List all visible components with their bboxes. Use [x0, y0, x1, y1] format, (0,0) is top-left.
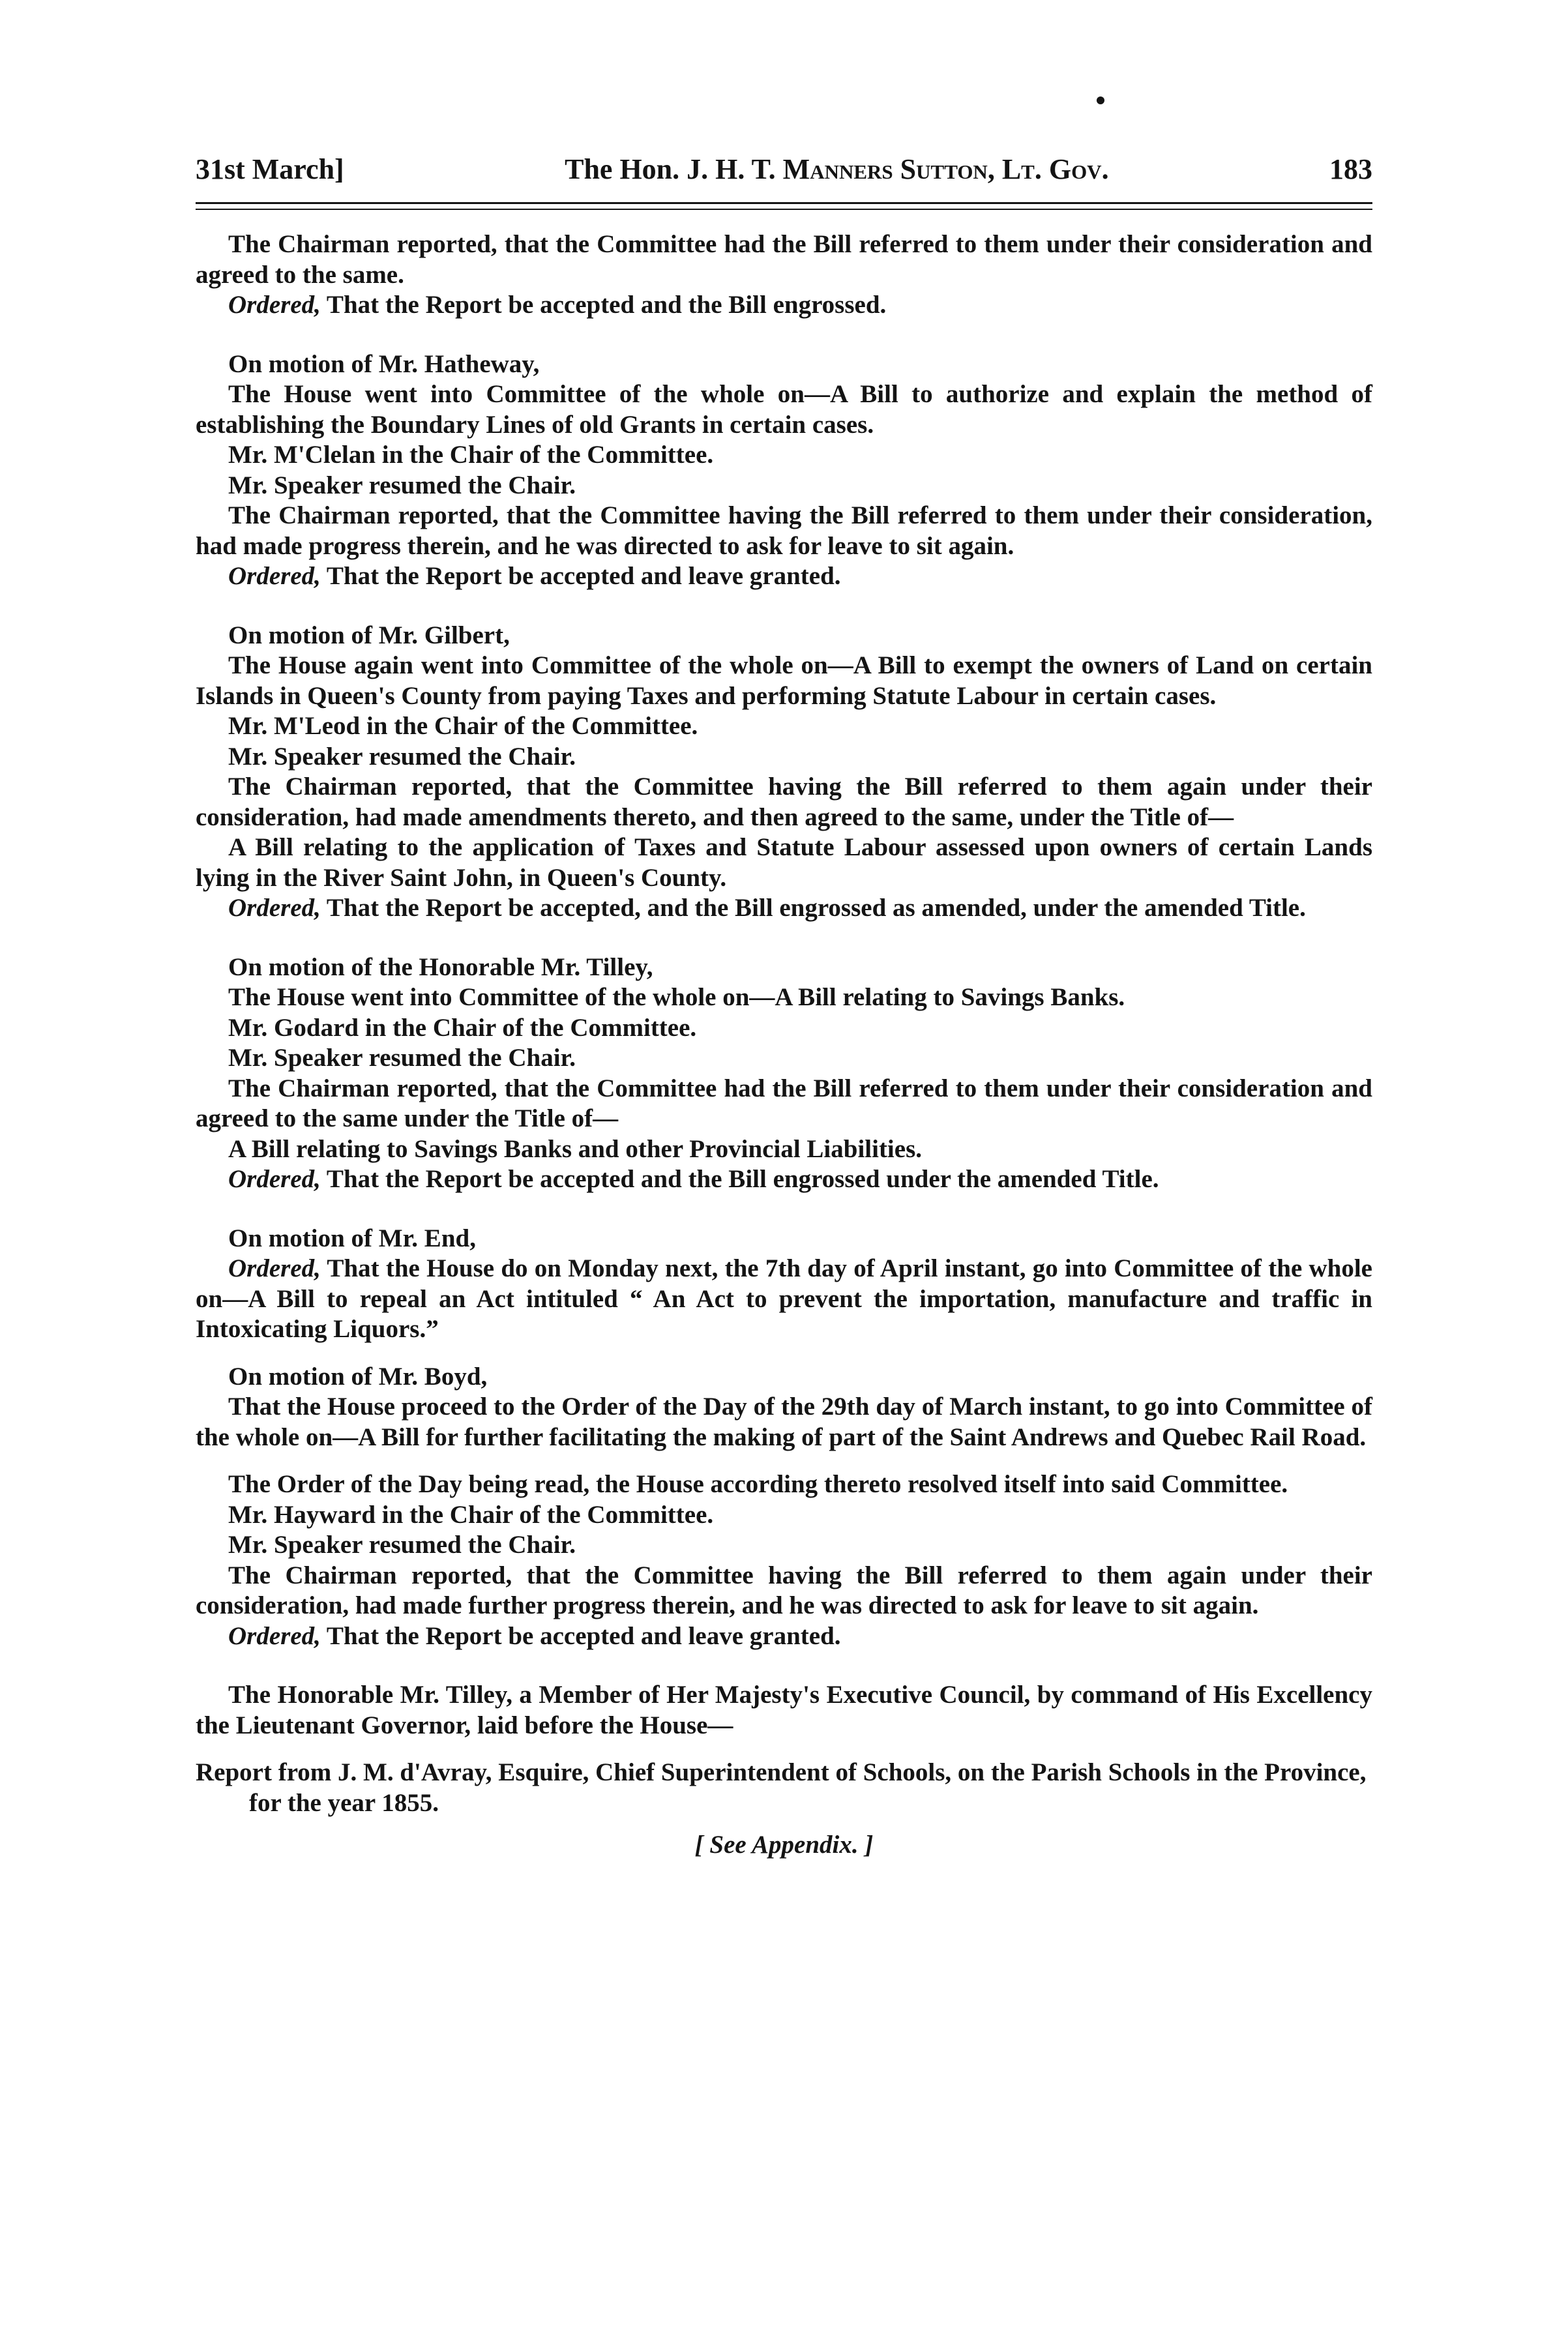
paragraph-gap: [196, 592, 1372, 621]
paragraph-text: Mr. Speaker resumed the Chair.: [228, 1531, 576, 1559]
ink-speck: [1097, 96, 1104, 104]
paragraph-text: Mr. Speaker resumed the Chair.: [228, 1044, 576, 1072]
paragraph: [196, 833, 1372, 893]
paragraph: [196, 1500, 1372, 1531]
paragraph: [196, 1392, 1372, 1453]
ordered-label: Ordered,: [228, 1165, 321, 1193]
paragraph: [196, 1680, 1372, 1741]
paragraph-text: A Bill relating to Savings Banks and other Provincial Liabilities.: [228, 1134, 923, 1163]
paragraph-text: That the Report be accepted and the Bill engrossed.: [320, 291, 887, 319]
ordered-paragraph: [196, 290, 1372, 321]
paragraph: [196, 1530, 1372, 1561]
paragraph-text: That the Report be accepted and leave granted.: [320, 562, 841, 590]
paragraph: [196, 379, 1372, 440]
proceeding-block: [196, 1680, 1372, 1741]
paragraph-text: On motion of Mr. Hatheway,: [228, 349, 540, 378]
paragraph-text: The Chairman reported, that the Committee having the Bill referred to them again under their consideration, had made amendments thereto, and then agreed to the same, under the Title of—: [196, 773, 1372, 831]
proceeding-block: [196, 952, 1372, 1195]
paragraph: [196, 1013, 1372, 1044]
paragraph: [196, 1362, 1372, 1393]
paragraph-gap: [196, 1345, 1372, 1362]
header-title: [565, 150, 1108, 189]
paragraph-text: A Bill relating to the application of Taxes and Statute Labour assessed upon owners of certain Lands lying in the River Saint John, in Queen's County.: [196, 833, 1372, 892]
paragraph: [196, 711, 1372, 742]
proceeding-block: [196, 1224, 1372, 1345]
paragraph-text: That the House do on Monday next, the 7th day of April instant, go into Committee of the whole on—A Bill to repeal an Act intituled “ An Act to prevent the importation, manufacture and traffic in Intoxicating Liquors.”: [196, 1254, 1372, 1343]
ordered-label: Ordered,: [228, 291, 321, 319]
proceeding-block: [196, 1362, 1372, 1453]
ordered-paragraph: [196, 893, 1372, 924]
paragraph: [196, 1561, 1372, 1621]
paragraph-gap: [196, 1195, 1372, 1224]
ordered-label: Ordered,: [228, 1254, 321, 1282]
paragraph-text: Mr. Hayward in the Chair of the Committee.: [228, 1500, 714, 1529]
paragraph-text: Mr. Speaker resumed the Chair.: [228, 742, 576, 771]
paragraph-text: On motion of Mr. End,: [228, 1224, 476, 1252]
page-number: 183: [1329, 153, 1372, 185]
paragraph-text: On motion of Mr. Boyd,: [228, 1362, 488, 1391]
proceedings-text: [196, 229, 1372, 1861]
paragraph-text: The House went into Committee of the whole on—A Bill to authorize and explain the method of establishing the Boundary Lines of old Grants in certain cases.: [196, 380, 1372, 439]
paragraph-text: The Order of the Day being read, the House according thereto resolved itself into said Committee.: [228, 1470, 1288, 1498]
paragraph-gap: [196, 1651, 1372, 1680]
ordered-label: Ordered,: [228, 1621, 321, 1650]
paragraph: [196, 440, 1372, 471]
paragraph-text: That the House proceed to the Order of the Day of the 29th day of March instant, to go into Committee of the whole on—A Bill for further facilitating the making of part of the Saint Andrews and Quebec Rail Road.: [196, 1393, 1372, 1451]
paragraph: [196, 621, 1372, 651]
ordered-paragraph: [196, 561, 1372, 592]
header-date: 31st March]: [196, 153, 344, 185]
paragraph-text: Mr. M'Leod in the Chair of the Committee.: [228, 712, 698, 740]
paragraph-text: That the Report be accepted and leave granted.: [320, 1621, 841, 1650]
header-title-name: Manners Sutton, Lt. Gov.: [782, 153, 1109, 185]
paragraph: [196, 1224, 1372, 1254]
ordered-label: Ordered,: [228, 562, 321, 590]
paragraph-text: The House again went into Committee of the whole on—A Bill to exempt the owners of Land on certain Islands in Queen's County from paying Taxes and performing Statute Labour in certain cases.: [196, 651, 1372, 710]
ordered-paragraph: [196, 1254, 1372, 1345]
paragraph: [196, 742, 1372, 773]
paragraph-gap: [196, 924, 1372, 952]
ordered-paragraph: [196, 1164, 1372, 1195]
paragraph-text: Mr. Godard in the Chair of the Committee.: [228, 1013, 697, 1042]
paragraph-text: That the Report be accepted and the Bill engrossed under the amended Title.: [320, 1165, 1159, 1193]
paragraph: [196, 1074, 1372, 1134]
report-entry: Report from J. M. d'Avray, Esquire, Chief Superintendent of Schools, on the Parish Schools in the Province, for the year 1855.: [196, 1758, 1367, 1817]
paragraph-text: On motion of Mr. Gilbert,: [228, 621, 510, 649]
paragraph-text: The Honorable Mr. Tilley, a Member of Her Majesty's Executive Council, by command of His Excellency the Lieutenant Governor, laid before the House—: [196, 1681, 1372, 1739]
paragraph-text: The Chairman reported, that the Committee had the Bill referred to them under their consideration and agreed to the same under the Title of—: [196, 1074, 1372, 1132]
paragraph: [196, 982, 1372, 1013]
paragraph: [196, 471, 1372, 501]
paragraph: [196, 1043, 1372, 1074]
running-header: [196, 150, 1372, 189]
header-title-prefix: The Hon. J. H. T.: [565, 153, 776, 185]
paragraph-text: The House went into Committee of the whole on—A Bill relating to Savings Banks.: [228, 983, 1125, 1011]
paragraph-gap: [196, 321, 1372, 349]
ordered-paragraph: [196, 1621, 1372, 1652]
appendix-reference: [196, 1830, 1372, 1861]
proceeding-block: [196, 229, 1372, 321]
paragraph: [196, 1469, 1372, 1500]
paragraph-text: The Chairman reported, that the Committee having the Bill referred to them again under their consideration, had made further progress therein, and he was directed to ask for leave to sit again.: [196, 1561, 1372, 1619]
paragraph: [196, 501, 1372, 561]
header-rule: [196, 202, 1372, 210]
proceeding-block: [196, 1469, 1372, 1651]
paragraph-text: Mr. Speaker resumed the Chair.: [228, 471, 576, 499]
paragraph: [196, 651, 1372, 711]
journal-page: [196, 150, 1372, 1861]
paragraph-text: On motion of the Honorable Mr. Tilley,: [228, 952, 653, 981]
paragraph: [196, 952, 1372, 983]
paragraph: [196, 772, 1372, 833]
paragraph-text: The Chairman reported, that the Committee had the Bill referred to them under their consideration and agreed to the same.: [196, 230, 1372, 289]
paragraph: [196, 1134, 1372, 1165]
proceeding-block: [196, 349, 1372, 592]
paragraph-gap: [196, 1453, 1372, 1469]
paragraph-text: That the Report be accepted, and the Bill engrossed as amended, under the amended Title.: [320, 894, 1306, 922]
proceeding-block: [196, 621, 1372, 924]
appendix-reference-text: [ See Appendix. ]: [694, 1831, 874, 1859]
paragraph-gap: [196, 1741, 1372, 1758]
paragraph-gap: [196, 1818, 1372, 1830]
paragraph-text: The Chairman reported, that the Committee having the Bill referred to them under their consideration, had made progress therein, and he was directed to ask for leave to sit again.: [196, 501, 1372, 560]
paragraph-text: Mr. M'Clelan in the Chair of the Committee.: [228, 441, 714, 469]
paragraph: [196, 349, 1372, 380]
ordered-label: Ordered,: [228, 894, 321, 922]
paragraph: [196, 229, 1372, 290]
